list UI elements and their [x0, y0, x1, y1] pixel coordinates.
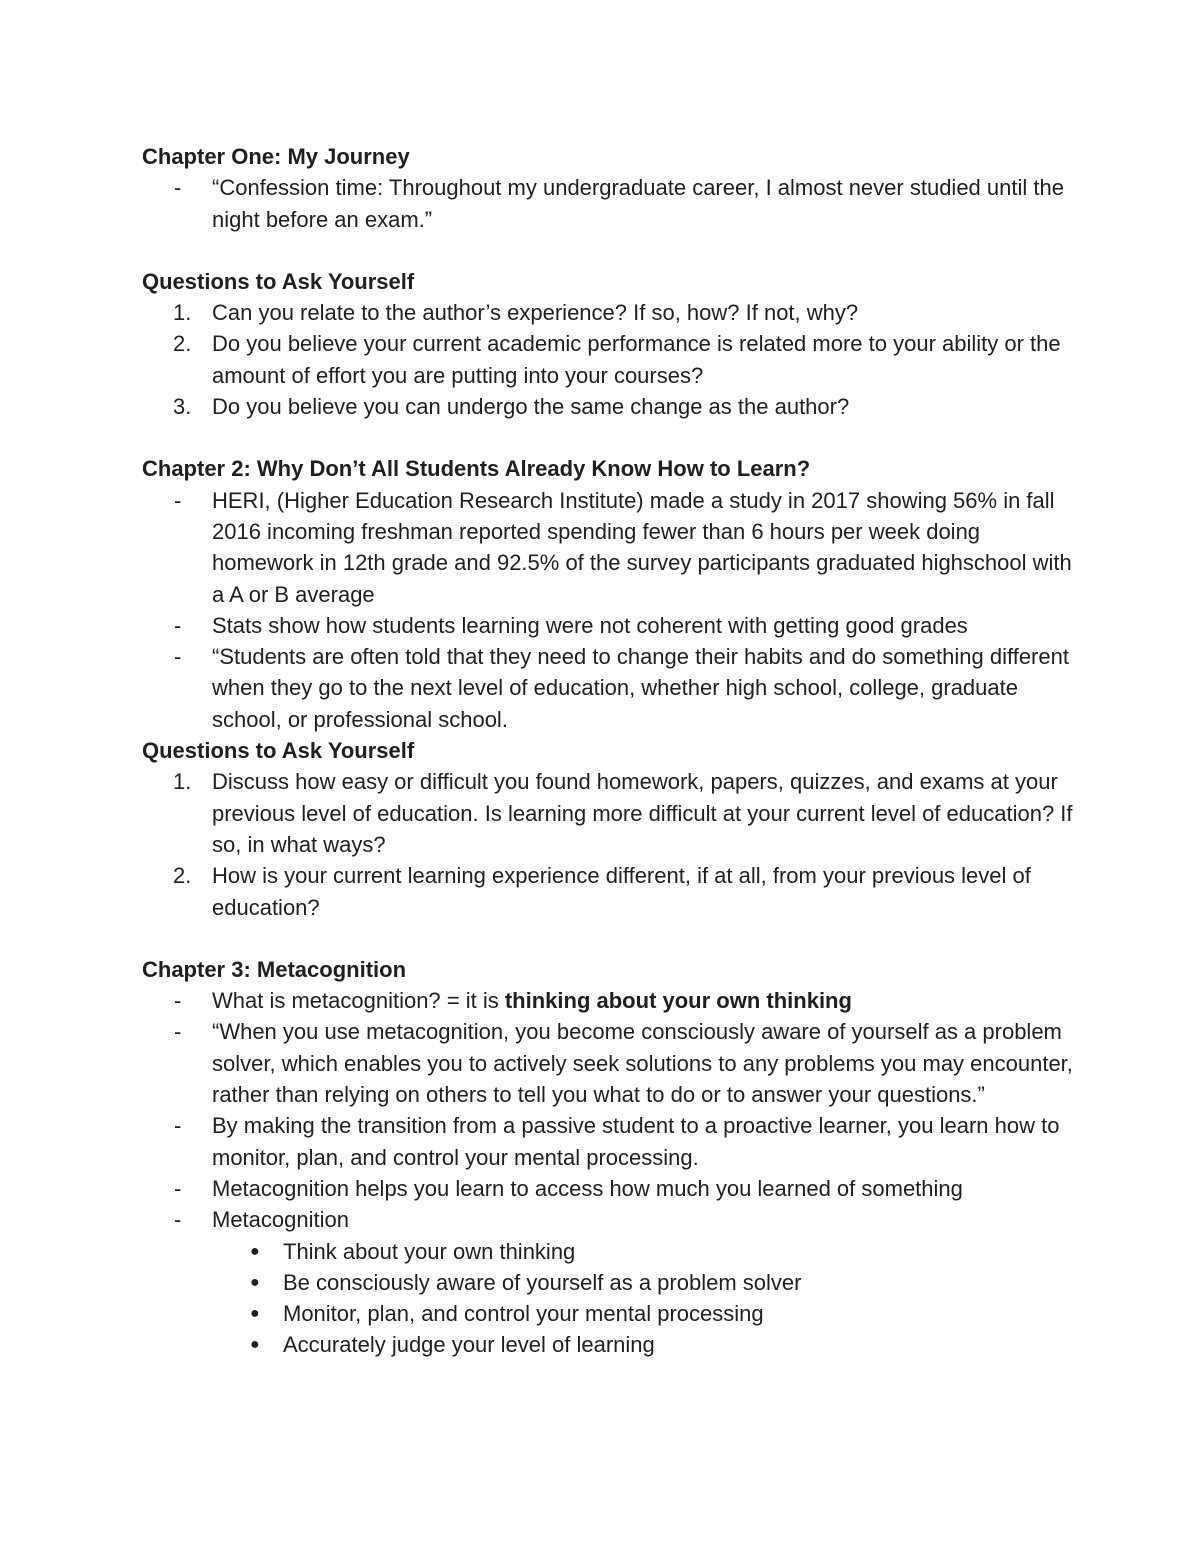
- definition-bold: thinking about your own thinking: [504, 988, 852, 1014]
- list-item: [142, 610, 1080, 641]
- questions-list-1: [142, 297, 1080, 422]
- dash-marker: -: [174, 1207, 182, 1233]
- sub-list-item-text: Be consciously aware of yourself as a problem solver: [283, 1269, 802, 1295]
- number-marker: 1.: [173, 300, 192, 326]
- definition-prefix: What is metacognition? = it is: [212, 988, 505, 1014]
- list-item-text: “Confession time: Throughout my undergraduate career, I almost never studied until the night before an exam.”: [212, 175, 1064, 232]
- spacer: [142, 923, 1080, 954]
- list-item-text: How is your current learning experience different, if at all, from your previous level of education?: [212, 863, 1031, 920]
- questions-heading-2: Questions to Ask Yourself: [142, 738, 415, 764]
- list-item: [142, 1204, 1080, 1235]
- list-item: [142, 328, 1080, 391]
- chapter-two-list: [142, 485, 1080, 735]
- list-item-text: Stats show how students learning were not coherent with getting good grades: [212, 612, 968, 638]
- list-item-text: Discuss how easy or difficult you found homework, papers, quizzes, and exams at your previous level of education. Is learning more difficult at your current level of education? If so, in what ways?: [212, 769, 1073, 857]
- list-item-text: Metacognition helps you learn to access how much you learned of something: [212, 1175, 963, 1201]
- number-marker: 2.: [173, 331, 192, 357]
- sub-list-item: [142, 1298, 1080, 1329]
- list-item-text: Do you believe your current academic performance is related more to your ability or the amount of effort you are putting into your courses?: [212, 331, 1061, 388]
- dash-marker: -: [174, 1175, 182, 1201]
- number-marker: 2.: [173, 863, 192, 889]
- dash-marker: -: [174, 487, 182, 513]
- list-item: [142, 1173, 1080, 1204]
- list-item-text: Do you believe you can undergo the same change as the author?: [212, 394, 850, 420]
- dash-marker: -: [174, 612, 182, 638]
- sub-list-item: [142, 1329, 1080, 1360]
- list-item-text: “When you use metacognition, you become consciously aware of yourself as a problem solver, which enables you to actively seek solutions to any problems you may encounter, rather than relying on others to tell you what to do or to answer your questions.”: [212, 1019, 1073, 1108]
- list-item: [142, 1016, 1080, 1110]
- chapter-three-heading: Chapter 3: Metacognition: [142, 956, 407, 982]
- list-item: [142, 485, 1080, 610]
- list-item-text: “Students are often told that they need to change their habits and do something different when they go to the next level of education, whether high school, college, graduate school, or professional school.: [212, 644, 1069, 732]
- spacer: [142, 235, 1080, 266]
- dash-marker: -: [174, 644, 182, 670]
- list-item: [142, 985, 1080, 1016]
- chapter-two-heading: Chapter 2: Why Don’t All Students Already Know How to Learn?: [142, 456, 811, 482]
- list-item-text: Can you relate to the author’s experience? If so, how? If not, why?: [212, 300, 859, 326]
- list-item: [142, 1110, 1080, 1173]
- questions-heading-1: Questions to Ask Yourself: [142, 268, 415, 294]
- bullet-marker: ●: [250, 1336, 260, 1354]
- list-item-text: By making the transition from a passive student to a proactive learner, you learn how to monitor, plan, and control your mental processing.: [212, 1113, 1060, 1170]
- questions-list-2: [142, 766, 1080, 922]
- chapter-three-list: [142, 985, 1080, 1235]
- dash-marker: -: [174, 988, 182, 1014]
- chapter-one-list: [142, 172, 1080, 235]
- list-item: [142, 172, 1080, 235]
- list-item: [142, 766, 1080, 860]
- metacognition-sub-list: [142, 1236, 1080, 1361]
- sub-list-item-text: Think about your own thinking: [283, 1238, 576, 1264]
- bullet-marker: ●: [250, 1242, 260, 1260]
- number-marker: 1.: [173, 769, 192, 795]
- number-marker: 3.: [173, 394, 192, 420]
- chapter-one-heading: Chapter One: My Journey: [142, 144, 410, 169]
- list-item-text: Metacognition: [212, 1207, 349, 1233]
- dash-marker: -: [174, 1019, 182, 1045]
- sub-list-item: [142, 1267, 1080, 1298]
- list-item-text: HERI, (Higher Education Research Institute) made a study in 2017 showing 56% in fall 2016 incoming freshman reported spending fewer than 6 hours per week doing homework in 12th grade and 92.5% of the survey participants graduated highschool with a A or B average: [212, 487, 1072, 607]
- sub-list-item-text: Monitor, plan, and control your mental processing: [283, 1301, 764, 1327]
- bullet-marker: ●: [250, 1273, 260, 1291]
- dash-marker: -: [174, 175, 182, 201]
- spacer: [142, 422, 1080, 453]
- dash-marker: -: [174, 1113, 182, 1139]
- bullet-marker: ●: [250, 1305, 260, 1323]
- sub-list-item-text: Accurately judge your level of learning: [283, 1332, 655, 1358]
- list-item: [142, 860, 1080, 923]
- list-item: [142, 641, 1080, 735]
- sub-list-item: [142, 1236, 1080, 1267]
- list-item: [142, 297, 1080, 328]
- list-item: [142, 391, 1080, 422]
